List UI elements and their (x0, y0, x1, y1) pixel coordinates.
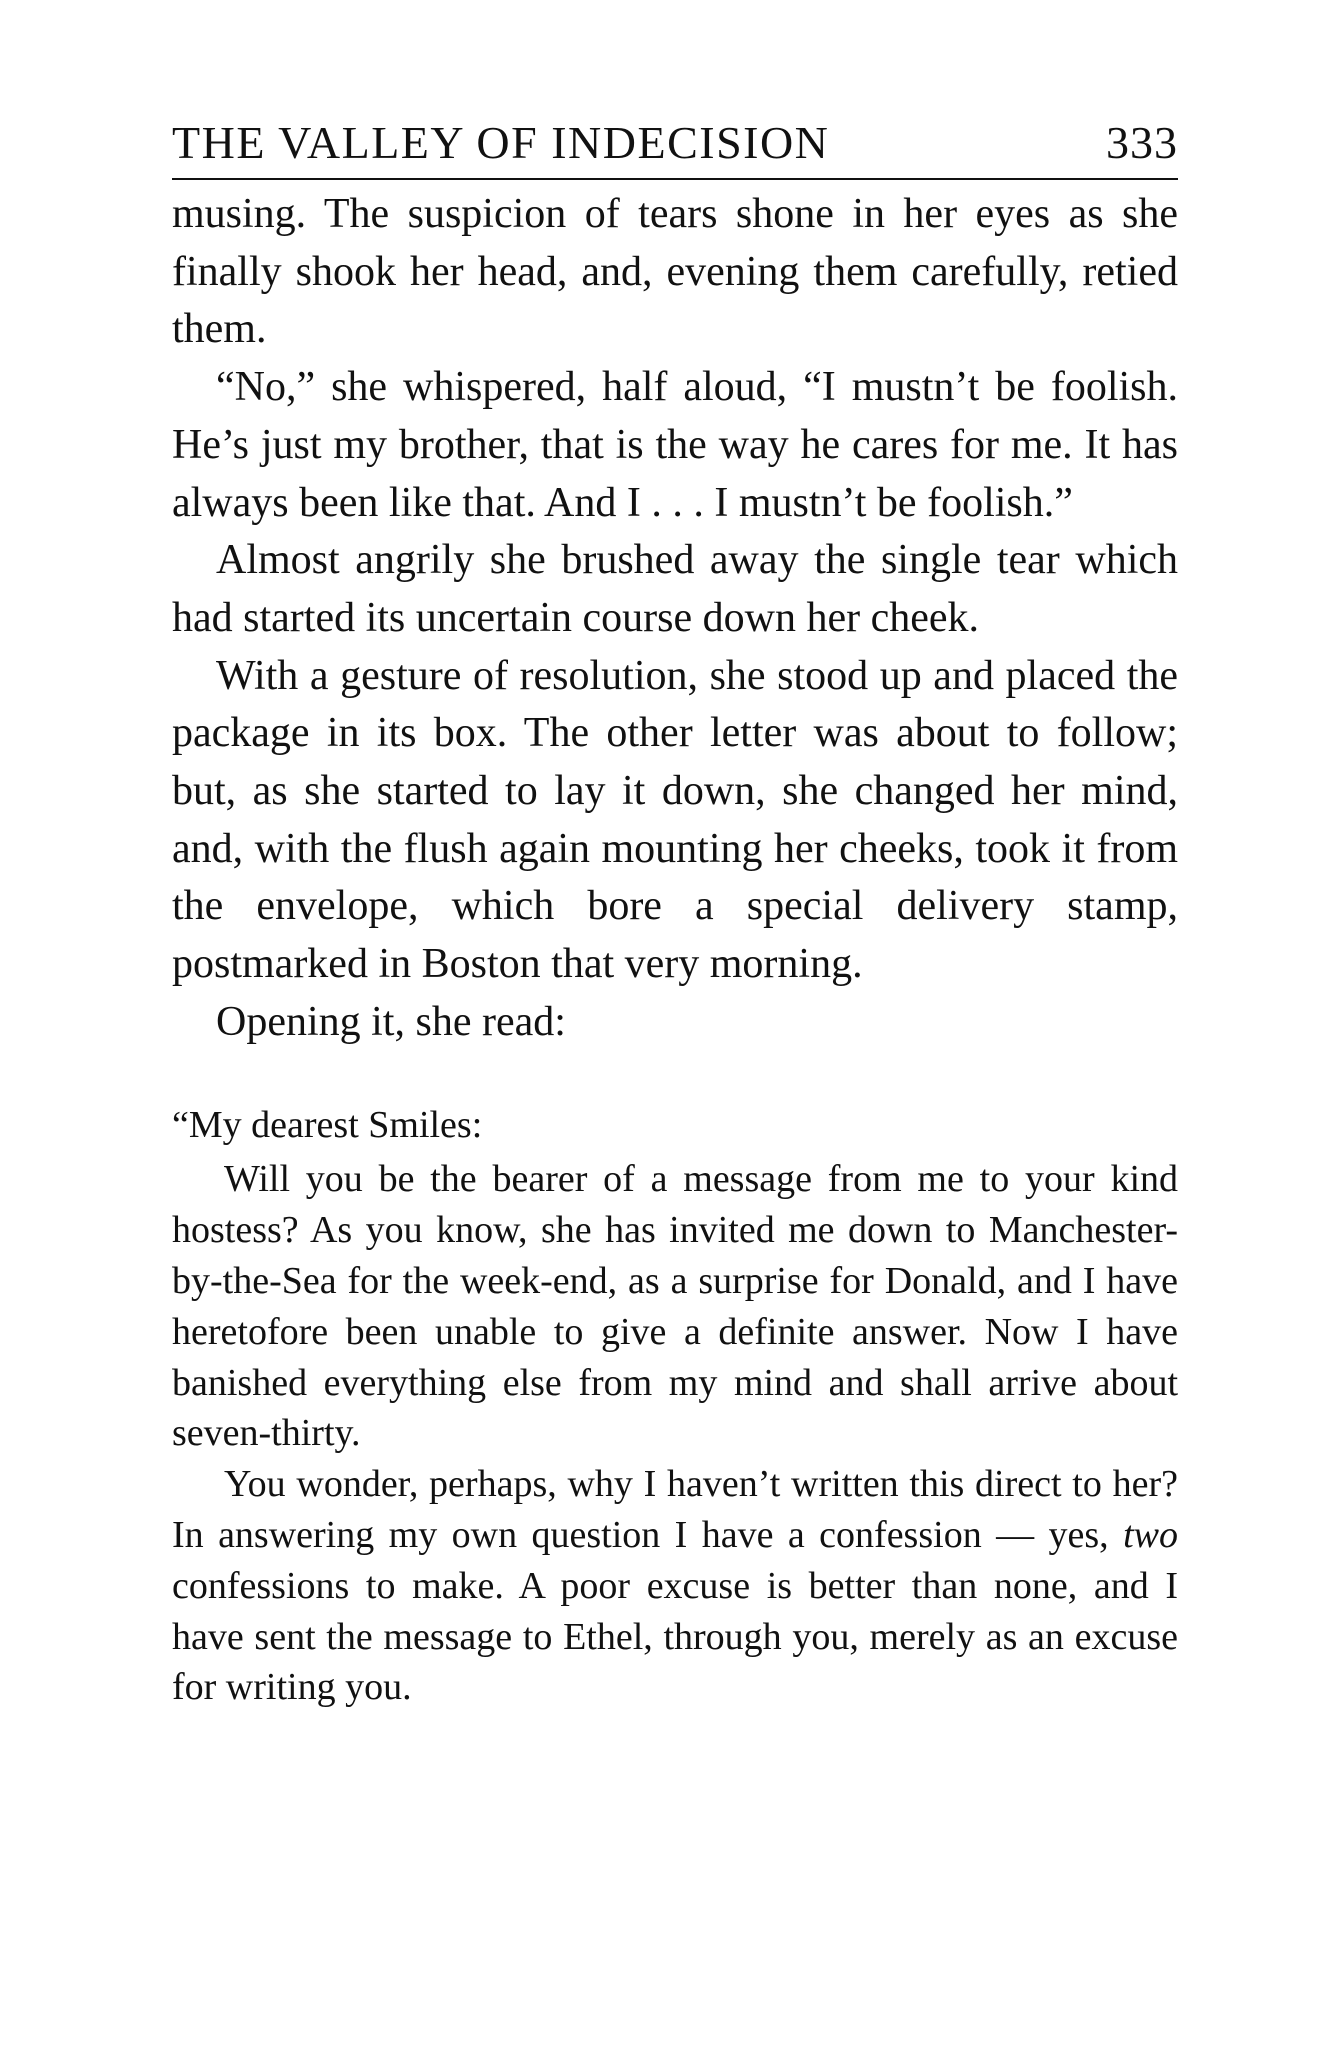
letter-salutation: “My dearest Smiles: (172, 1103, 483, 1146)
letter-paragraph-2-start: You wonder, perhaps, why I haven’t written this direct to her? In answering my own question I have a confession — yes, (172, 1463, 1178, 1556)
paragraph-3: Almost angrily she brushed away the single tear which had started its uncertain course down her cheek. (172, 537, 1178, 641)
paragraph-2: “No,” she whispered, half aloud, “I mustn’t be foolish. He’s just my brother, that is the way he cares for me. It has always been like that. And I . . . I mustn’t be foolish.” (172, 364, 1178, 526)
chapter-title: THE VALLEY OF INDECISION (172, 117, 830, 168)
paragraph-1: musing. The suspicion of tears shone in her eyes as she finally shook her head, and, evening them carefully, retied them. (172, 191, 1178, 353)
book-page (172, 118, 1178, 1713)
letter-excerpt (172, 1100, 1178, 1714)
page-number: 333 (1106, 117, 1178, 168)
letter-paragraph-1: Will you be the bearer of a message from me to your kind hostess? As you know, she has invited me down to Manchester-by-the-Sea for the week-end, as a surprise for Donald, and I have heretofore been unable to give a definite answer. Now I have banished everything else from my mind and shall arrive about seven-thirty. (172, 1158, 1178, 1455)
paragraph-5: Opening it, she read: (216, 998, 566, 1045)
letter-paragraph-2-end: confessions to make. A poor excuse is better than none, and I have sent the message to Ethel, through you, merely as an excuse for writing you. (172, 1564, 1178, 1709)
body-text (172, 186, 1178, 1052)
running-head (172, 118, 1178, 180)
paragraph-4: With a gesture of resolution, she stood up and placed the package in its box. The other letter was about to follow; but, as she started to lay it down, she changed her mind, and, with the flush again mounting her cheeks, took it from the envelope, which bore a special delivery stamp, postmarked in Boston that very morning. (172, 652, 1178, 988)
letter-paragraph-2 (172, 1459, 1178, 1713)
italic-word: two (1123, 1513, 1178, 1556)
